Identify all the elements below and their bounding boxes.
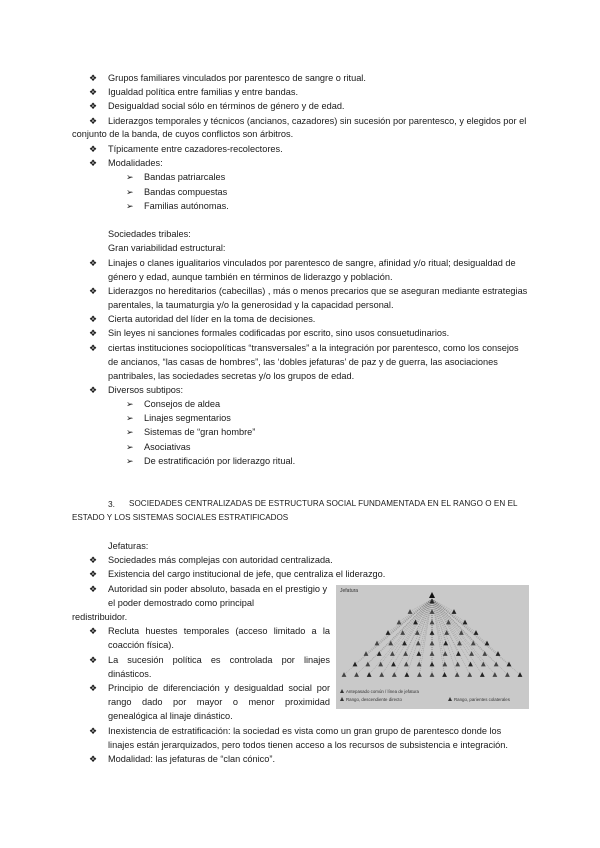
hierarchy-node bbox=[430, 672, 435, 677]
bullet-icon: ❖ bbox=[89, 314, 98, 324]
hierarchy-node bbox=[481, 662, 486, 667]
section-number: 3. bbox=[108, 499, 115, 509]
hierarchy-node bbox=[364, 651, 369, 656]
hierarchy-node bbox=[446, 620, 451, 625]
figure-legend-3: Rango, parientes colaterales bbox=[454, 697, 510, 702]
hierarchy-node bbox=[413, 620, 418, 625]
list-item: Sin leyes ni sanciones formales codificadas por escrito, sino usos consuetudinarios. bbox=[108, 328, 450, 338]
legend-swatch bbox=[340, 689, 344, 693]
list-item-continuation: de ancianos, “las casas de hombres”, las ‘dobles jefaturas’ de paz y de guerra, las asociaciones bbox=[108, 357, 498, 367]
arrow-bullet-icon: ➢ bbox=[126, 201, 134, 211]
list-item: Modalidades: bbox=[108, 158, 163, 168]
hierarchy-node bbox=[416, 651, 421, 656]
hierarchy-node bbox=[443, 651, 448, 656]
hierarchy-node bbox=[455, 672, 460, 677]
hierarchy-node bbox=[467, 672, 472, 677]
section-heading: Jefaturas: bbox=[108, 541, 149, 551]
hierarchy-node bbox=[430, 620, 435, 625]
hierarchy-node bbox=[417, 662, 422, 667]
list-item: Igualdad política entre familias y entre bandas. bbox=[108, 87, 298, 97]
hierarchy-line bbox=[377, 599, 432, 643]
bullet-icon: ❖ bbox=[89, 328, 98, 338]
list-item: Cierta autoridad del líder en la toma de decisiones. bbox=[108, 314, 316, 324]
arrow-bullet-icon: ➢ bbox=[126, 399, 134, 409]
bullet-icon: ❖ bbox=[89, 584, 98, 594]
bullet-icon: ❖ bbox=[89, 555, 98, 565]
hierarchy-node bbox=[415, 630, 420, 635]
hierarchy-node bbox=[430, 662, 435, 667]
hierarchy-line bbox=[432, 599, 445, 675]
hierarchy-node bbox=[507, 662, 512, 667]
list-item: Liderazgos temporales y técnicos (ancianos, cazadores) sin sucesión por parentesco, y elegidos por el bbox=[108, 116, 527, 126]
hierarchy-node bbox=[469, 651, 474, 656]
hierarchy-node bbox=[492, 672, 497, 677]
list-item-continuation: dinásticos. bbox=[108, 669, 152, 679]
list-item-continuation: coacción física). bbox=[108, 640, 174, 650]
list-item-continuation: pantribales, las sociedades secretas y/o los grupos de edad. bbox=[108, 371, 355, 381]
hierarchy-node bbox=[417, 672, 422, 677]
hierarchy-node bbox=[430, 630, 435, 635]
bullet-icon: ❖ bbox=[89, 116, 98, 126]
section-title-continuation: ESTADO Y LOS SISTEMAS SOCIALES ESTRATIFICADOS bbox=[72, 513, 289, 522]
list-item: Liderazgos no hereditarios (cabecillas) , más o menos precarios que se aseguran mediante estrategias bbox=[108, 286, 528, 296]
list-item: Recluta huestes temporales (acceso limitado a la bbox=[108, 626, 330, 636]
hierarchy-node bbox=[455, 662, 460, 667]
list-item-continuation: género y edad, aunque también en términos de liderazgo y población. bbox=[108, 272, 393, 282]
list-item-continuation: genealógica al linaje dinástico. bbox=[108, 711, 233, 721]
hierarchy-node bbox=[392, 672, 397, 677]
hierarchy-line bbox=[432, 599, 496, 664]
hierarchy-line bbox=[369, 599, 432, 675]
figure-title: Jefatura bbox=[340, 588, 359, 594]
common-ancestor-node bbox=[429, 592, 435, 598]
hierarchy-node bbox=[377, 651, 382, 656]
hierarchy-line bbox=[392, 599, 432, 654]
bullet-icon: ❖ bbox=[89, 626, 98, 636]
hierarchy-node bbox=[408, 609, 413, 614]
bullet-icon: ❖ bbox=[89, 158, 98, 168]
arrow-bullet-icon: ➢ bbox=[126, 187, 134, 197]
intro-text: Gran variabilidad estructural: bbox=[108, 243, 226, 253]
section-heading: Sociedades tribales: bbox=[108, 229, 191, 239]
arrow-bullet-icon: ➢ bbox=[126, 172, 134, 182]
hierarchy-line bbox=[419, 599, 432, 675]
list-item: Grupos familiares vinculados por parentesco de sangre o ritual. bbox=[108, 73, 366, 83]
hierarchy-node bbox=[404, 662, 409, 667]
hierarchy-line bbox=[432, 599, 461, 633]
list-item-continuation: parentales, la taumaturgia y/o la generosidad y la capacidad personal. bbox=[108, 300, 394, 310]
list-item-continuation: conjunto de la banda, de cuyos conflictos son árbitros. bbox=[72, 129, 294, 139]
hierarchy-node bbox=[496, 651, 501, 656]
hierarchy-line bbox=[405, 599, 433, 643]
sub-list-item: Linajes segmentarios bbox=[144, 413, 231, 423]
list-item-continuation: redistribuidor. bbox=[72, 612, 128, 622]
hierarchy-node bbox=[444, 630, 449, 635]
list-item-continuation: el poder demostrado como principal bbox=[108, 598, 255, 608]
hierarchy-line bbox=[432, 599, 470, 675]
bullet-icon: ❖ bbox=[89, 385, 98, 395]
hierarchy-node bbox=[471, 641, 476, 646]
section-title: SOCIEDADES CENTRALIZADAS DE ESTRUCTURA SOCIAL FUNDAMENTADA EN EL RANGO O EN EL bbox=[129, 499, 518, 508]
list-item: Autoridad sin poder absoluto, basada en el prestigio y bbox=[108, 584, 328, 594]
hierarchy-node bbox=[442, 672, 447, 677]
list-item: Desigualdad social sólo en términos de género y de edad. bbox=[108, 101, 345, 111]
hierarchy-node bbox=[482, 651, 487, 656]
hierarchy-node bbox=[443, 641, 448, 646]
hierarchy-node bbox=[375, 641, 380, 646]
bullet-icon: ❖ bbox=[89, 101, 98, 111]
hierarchy-line bbox=[368, 599, 432, 664]
hierarchy-line bbox=[394, 599, 432, 675]
hierarchy-node bbox=[430, 641, 435, 646]
hierarchy-line bbox=[432, 599, 487, 643]
bullet-icon: ❖ bbox=[89, 726, 98, 736]
conical-clan-figure bbox=[336, 585, 529, 709]
list-item: Linajes o clanes igualitarios vinculados por parentesco de sangre, afinidad y/o ritual; desigualdad de bbox=[108, 258, 516, 268]
hierarchy-node bbox=[518, 672, 523, 677]
bullet-icon: ❖ bbox=[89, 569, 98, 579]
bullet-icon: ❖ bbox=[89, 683, 98, 693]
hierarchy-node bbox=[463, 620, 468, 625]
list-item: Modalidad: las jefaturas de “clan cónico”. bbox=[108, 754, 275, 764]
hierarchy-node bbox=[353, 662, 358, 667]
sub-list-item: Bandas compuestas bbox=[144, 187, 228, 197]
hierarchy-node bbox=[452, 609, 457, 614]
hierarchy-line bbox=[432, 599, 473, 643]
hierarchy-node bbox=[379, 672, 384, 677]
hierarchy-line bbox=[432, 599, 472, 654]
sub-list-item: Asociativas bbox=[144, 442, 191, 452]
hierarchy-nodes bbox=[340, 592, 522, 701]
hierarchy-line bbox=[432, 599, 460, 643]
list-item: Principio de diferenciación y desigualdad social por bbox=[108, 683, 330, 693]
list-item: Sociedades más complejas con autoridad centralizada. bbox=[108, 555, 333, 565]
list-item: Diversos subtipos: bbox=[108, 385, 184, 395]
hierarchy-node bbox=[474, 630, 479, 635]
legend-swatch bbox=[340, 697, 344, 701]
arrow-bullet-icon: ➢ bbox=[126, 427, 134, 437]
hierarchy-node bbox=[367, 672, 372, 677]
hierarchy-node bbox=[342, 672, 347, 677]
hierarchy-node bbox=[404, 672, 409, 677]
bullet-icon: ❖ bbox=[89, 73, 98, 83]
hierarchy-line bbox=[432, 599, 454, 612]
bullet-icon: ❖ bbox=[89, 144, 98, 154]
sub-list-item: Familias autónomas. bbox=[144, 201, 229, 211]
hierarchy-line bbox=[432, 599, 495, 675]
hierarchy-node bbox=[468, 662, 473, 667]
hierarchy-node bbox=[456, 651, 461, 656]
bullet-icon: ❖ bbox=[89, 87, 98, 97]
bullet-icon: ❖ bbox=[89, 754, 98, 764]
list-item-continuation: rango dado por mayor o menor proximidad bbox=[108, 697, 330, 707]
hierarchy-line bbox=[394, 599, 433, 664]
hierarchy-node bbox=[390, 651, 395, 656]
bullet-icon: ❖ bbox=[89, 258, 98, 268]
hierarchy-node bbox=[442, 662, 447, 667]
sub-list-item: Bandas patriarcales bbox=[144, 172, 226, 182]
list-item: Inexistencia de estratificación: la sociedad es vista como un gran grupo de parentesco donde los bbox=[108, 726, 502, 736]
bullet-icon: ❖ bbox=[89, 655, 98, 665]
figure-legend-1: Antepasado común / línea de jefatura bbox=[346, 689, 419, 694]
hierarchy-line bbox=[410, 599, 432, 612]
bullet-icon: ❖ bbox=[89, 343, 98, 353]
hierarchy-node bbox=[430, 651, 435, 656]
hierarchy-node bbox=[416, 641, 421, 646]
hierarchy-node bbox=[485, 641, 490, 646]
arrow-bullet-icon: ➢ bbox=[126, 456, 134, 466]
sub-list-item: Consejos de aldea bbox=[144, 399, 221, 409]
hierarchy-line bbox=[403, 599, 432, 633]
hierarchy-node bbox=[388, 641, 393, 646]
hierarchy-node bbox=[386, 630, 391, 635]
hierarchy-line bbox=[391, 599, 432, 643]
hierarchy-line bbox=[432, 599, 471, 664]
arrow-bullet-icon: ➢ bbox=[126, 413, 134, 423]
hierarchy-node bbox=[378, 662, 383, 667]
arrow-bullet-icon: ➢ bbox=[126, 442, 134, 452]
list-item: Existencia del cargo institucional de jefe, que centraliza el liderazgo. bbox=[108, 569, 386, 579]
legend-swatch bbox=[448, 697, 452, 701]
figure-legend-2: Rango, descendiente directo bbox=[346, 697, 402, 702]
hierarchy-node bbox=[397, 620, 402, 625]
bullet-icon: ❖ bbox=[89, 286, 98, 296]
sub-list-item: Sistemas de “gran hombre” bbox=[144, 427, 256, 437]
sub-list-item: De estratificación por liderazgo ritual. bbox=[144, 456, 296, 466]
hierarchy-node bbox=[480, 672, 485, 677]
hierarchy-node bbox=[391, 662, 396, 667]
list-item: ciertas instituciones sociopolíticas “transversales” a la integración por parentesco, como los consejos bbox=[108, 343, 519, 353]
list-item: La sucesión política es controlada por linajes bbox=[108, 655, 330, 665]
list-item: Típicamente entre cazadores-recolectores. bbox=[108, 144, 283, 154]
hierarchy-node bbox=[403, 651, 408, 656]
list-item-continuation: linajes están jerarquizados, pero todos tienen acceso a los recursos de subsistencia e integración. bbox=[108, 740, 508, 750]
